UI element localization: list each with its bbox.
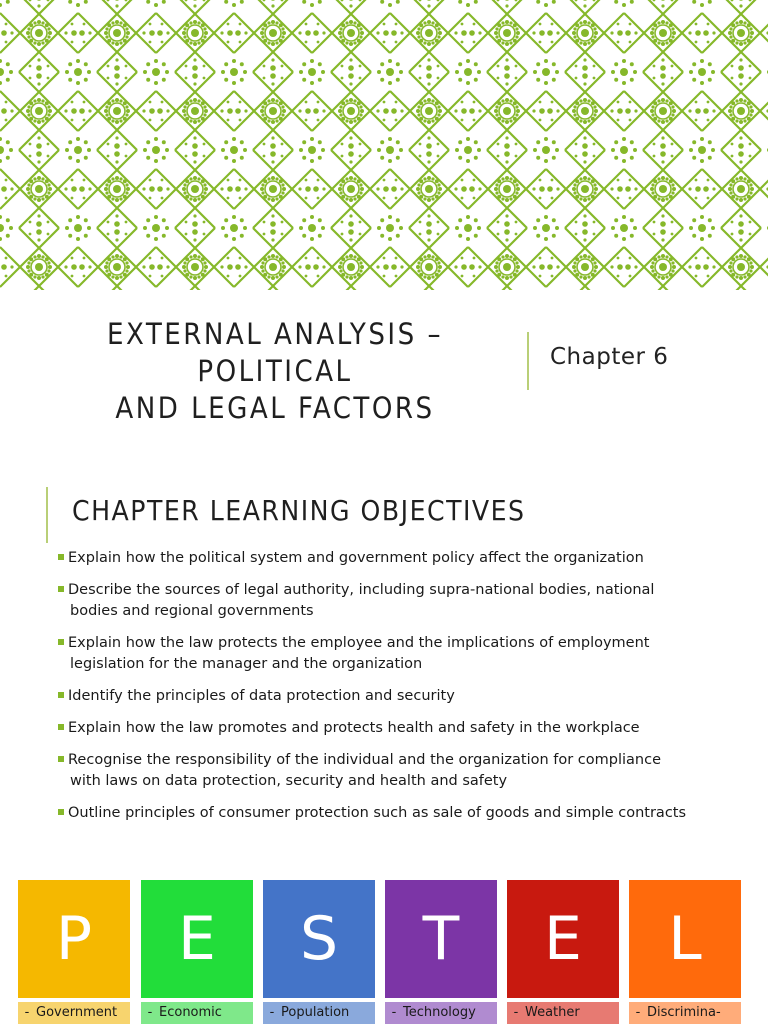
objective-text: Identify the principles of data protection and security bbox=[68, 688, 455, 704]
pestel-label-e2 bbox=[507, 1002, 619, 1024]
square-bullet-icon bbox=[58, 756, 64, 762]
objective-text: Explain how the law promotes and protects health and safety in the workplace bbox=[68, 720, 640, 736]
objective-text: Outline principles of consumer protection such as sale of goods and simple contracts bbox=[68, 805, 687, 821]
pestel-label-l bbox=[629, 1002, 741, 1024]
square-bullet-icon bbox=[58, 809, 64, 815]
pestel-label-s bbox=[263, 1002, 375, 1024]
objective-text: Explain how the law protects the employee and the implications of employment bbox=[68, 635, 650, 651]
dash: - bbox=[513, 1005, 519, 1020]
objective-text: Describe the sources of legal authority, including supra-national bodies, national bbox=[68, 582, 655, 598]
objectives-divider bbox=[46, 487, 48, 543]
title-line-1: EXTERNAL ANALYSIS – POLITICAL bbox=[107, 317, 443, 388]
objective-text-continued: with laws on data protection, security and health and safety bbox=[70, 773, 508, 789]
objectives-heading: CHAPTER LEARNING OBJECTIVES bbox=[72, 494, 526, 527]
pestel-label-e bbox=[141, 1002, 253, 1024]
slide-title bbox=[30, 316, 520, 427]
objective-item bbox=[58, 750, 748, 792]
chapter-label: Chapter 6 bbox=[550, 344, 669, 370]
objective-text: Explain how the political system and government policy affect the organization bbox=[68, 550, 644, 566]
objective-item bbox=[58, 580, 748, 622]
square-bullet-icon bbox=[58, 724, 64, 730]
pestel-tile-p: P bbox=[18, 880, 130, 998]
title-line-2: AND LEGAL FACTORS bbox=[115, 391, 435, 425]
dash: - bbox=[269, 1005, 275, 1020]
pestel-label-text: Government bbox=[36, 1005, 118, 1020]
title-divider bbox=[527, 332, 529, 390]
objective-item bbox=[58, 633, 748, 675]
pestel-tile-l: L bbox=[629, 880, 741, 998]
pestel-label-text: Technology bbox=[403, 1005, 476, 1020]
square-bullet-icon bbox=[58, 586, 64, 592]
objective-text-continued: legislation for the manager and the organization bbox=[70, 656, 423, 672]
dash: - bbox=[24, 1005, 30, 1020]
objective-text-continued: bodies and regional governments bbox=[70, 603, 314, 619]
pestel-label-p bbox=[18, 1002, 130, 1024]
objective-item bbox=[58, 803, 748, 824]
pestel-label-t bbox=[385, 1002, 497, 1024]
dash: - bbox=[147, 1005, 153, 1020]
square-bullet-icon bbox=[58, 639, 64, 645]
square-bullet-icon bbox=[58, 554, 64, 560]
objective-text: Recognise the responsibility of the individual and the organization for compliance bbox=[68, 752, 662, 768]
pestel-tile-e2: E bbox=[507, 880, 619, 998]
pestel-graphic bbox=[18, 880, 758, 1024]
dash: - bbox=[391, 1005, 397, 1020]
objective-item bbox=[58, 548, 748, 569]
decorative-pattern-banner bbox=[0, 0, 768, 290]
objective-item bbox=[58, 686, 748, 707]
pestel-label-text: Economic bbox=[159, 1005, 222, 1020]
square-bullet-icon bbox=[58, 692, 64, 698]
pestel-label-text: Discrimina- bbox=[647, 1005, 721, 1020]
pestel-label-text: Population bbox=[281, 1005, 350, 1020]
objective-item bbox=[58, 718, 748, 739]
pestel-tile-s: S bbox=[263, 880, 375, 998]
pestel-tile-t: T bbox=[385, 880, 497, 998]
dash: - bbox=[635, 1005, 641, 1020]
pestel-label-text: Weather bbox=[525, 1005, 580, 1020]
pestel-tile-e: E bbox=[141, 880, 253, 998]
objectives-list bbox=[58, 548, 748, 835]
